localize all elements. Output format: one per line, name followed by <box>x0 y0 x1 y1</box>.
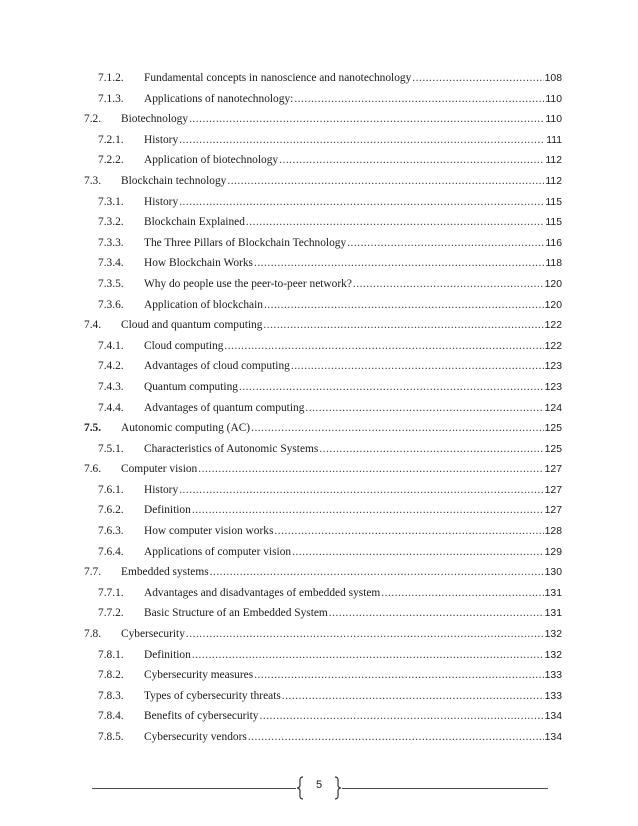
toc-entry[interactable] <box>84 72 562 93</box>
toc-dot-leader <box>179 484 543 496</box>
toc-entry-page: 127 <box>544 484 562 496</box>
toc-entry[interactable] <box>84 319 562 340</box>
toc-entry-number: 7.4. <box>84 319 102 332</box>
toc-entry-number: 7.6.1. <box>98 483 124 496</box>
toc-entry-page: 122 <box>544 340 562 352</box>
toc-entry-number: 7.8. <box>84 628 102 641</box>
toc-entry-title: Autonomic computing (AC) <box>121 422 251 435</box>
toc-entry[interactable] <box>84 381 562 402</box>
toc-entry[interactable] <box>84 154 562 175</box>
toc-entry-page: 125 <box>544 423 562 435</box>
toc-entry[interactable] <box>84 504 562 525</box>
toc-entry-page: 111 <box>546 134 562 146</box>
right-brace-icon <box>334 776 342 800</box>
toc-entry-page: 116 <box>545 237 562 249</box>
toc-entry[interactable] <box>84 402 562 423</box>
toc-entry-title: Types of cybersecurity threats <box>144 689 281 702</box>
toc-dot-leader <box>319 443 543 455</box>
toc-entry-title: Applications of nanotechnology: <box>144 92 294 105</box>
toc-entry-title: How computer vision works <box>144 525 274 538</box>
toc-entry-title: Application of blockchain <box>144 298 263 311</box>
toc-entry-number: 7.2. <box>84 113 102 126</box>
toc-entry-number: 7.6.4. <box>98 545 124 558</box>
toc-dot-leader <box>329 607 544 619</box>
page-footer <box>0 770 638 806</box>
toc-entry[interactable] <box>84 710 562 731</box>
toc-entry-page: 132 <box>544 649 562 661</box>
toc-entry-title: Definition <box>144 504 191 517</box>
toc-entry-number: 7.4.2. <box>98 360 124 373</box>
toc-entry-page: 110 <box>545 114 562 126</box>
toc-entry-page: 123 <box>544 381 562 393</box>
toc-entry-number: 7.8.2. <box>98 669 124 682</box>
toc-entry[interactable] <box>84 628 562 649</box>
toc-entry[interactable] <box>84 443 562 464</box>
toc-entry-page: 129 <box>544 546 562 558</box>
footer-rule-right <box>342 788 548 789</box>
toc-entry-title: Cybersecurity measures <box>144 669 254 682</box>
toc-entry-page: 110 <box>545 93 562 105</box>
toc-entry-number: 7.3.4. <box>98 257 124 270</box>
toc-entry-page: 112 <box>545 175 562 187</box>
toc-dot-leader <box>227 175 544 187</box>
toc-dot-leader <box>254 669 544 681</box>
toc-entry-page: 134 <box>544 732 562 743</box>
toc-dot-leader <box>179 134 545 146</box>
toc-dot-leader <box>189 113 544 125</box>
toc-entry-page: 131 <box>544 608 562 620</box>
toc-entry-title: Cloud computing <box>144 339 224 352</box>
toc-entry-title: Characteristics of Autonomic Systems <box>144 442 319 455</box>
toc-entry[interactable] <box>84 422 562 443</box>
toc-entry-page: 133 <box>544 690 562 702</box>
toc-entry-page: 112 <box>545 155 562 167</box>
left-brace-icon <box>296 776 304 800</box>
toc-entry-title: Blockchain technology <box>121 174 227 187</box>
toc-entry[interactable] <box>84 360 562 381</box>
toc-entry-number: 7.5.1. <box>98 442 124 455</box>
toc-dot-leader <box>294 93 544 105</box>
toc-entry-title: Applications of computer vision <box>144 545 292 558</box>
toc-entry-number: 7.8.5. <box>98 731 124 743</box>
toc-entry-title: How Blockchain Works <box>144 257 253 270</box>
toc-dot-leader <box>292 546 544 558</box>
toc-entry-title: Blockchain Explained <box>144 216 245 229</box>
toc-entry-title: Cybersecurity vendors <box>144 731 247 743</box>
toc-entry[interactable] <box>84 649 562 670</box>
toc-entry-number: 7.1.3. <box>98 92 124 105</box>
toc-entry[interactable] <box>84 690 562 711</box>
toc-entry[interactable] <box>84 566 562 587</box>
toc-entry[interactable] <box>84 546 562 567</box>
toc-entry-number: 7.8.3. <box>98 689 124 702</box>
toc-entry-number: 7.3.3. <box>98 236 124 249</box>
toc-dot-leader <box>279 154 544 166</box>
toc-dot-leader <box>248 731 544 743</box>
toc-dot-leader <box>186 628 544 640</box>
toc-entry-page: 120 <box>544 278 562 290</box>
toc-entry-number: 7.6.2. <box>98 504 124 517</box>
toc-entry-title: Why do people use the peer-to-peer network? <box>144 277 352 290</box>
toc-entry[interactable] <box>84 175 562 196</box>
toc-entry-page: 115 <box>545 196 562 208</box>
toc-entry-number: 7.2.2. <box>98 154 124 167</box>
toc-entry-number: 7.3. <box>84 174 102 187</box>
toc-entry-title: History <box>144 483 179 496</box>
toc-entry-title: Biotechnology <box>121 113 189 126</box>
toc-entry[interactable] <box>84 484 562 505</box>
page-number: 5 <box>315 779 323 791</box>
toc-dot-leader <box>291 360 544 372</box>
toc-entry-page: 127 <box>544 464 562 476</box>
toc-entry-number: 7.3.6. <box>98 298 124 311</box>
toc-dot-leader <box>198 463 543 475</box>
toc-entry-title: Computer vision <box>121 463 198 476</box>
toc-entry-page: 108 <box>544 73 562 84</box>
toc-entry-number: 7.6.3. <box>98 525 124 538</box>
toc-dot-leader <box>305 402 543 414</box>
toc-entry-number: 7.8.4. <box>98 710 124 723</box>
toc-entry[interactable] <box>84 257 562 278</box>
toc-entry-page: 125 <box>544 443 562 455</box>
toc-entry-title: Cybersecurity <box>121 628 185 641</box>
toc-entry[interactable] <box>84 237 562 258</box>
toc-entry-number: 7.1.2. <box>98 72 124 84</box>
toc-entry-page: 127 <box>544 505 562 517</box>
toc-entry[interactable] <box>84 216 562 237</box>
toc-entry-title: Basic Structure of an Embedded System <box>144 607 328 620</box>
toc-entry-page: 123 <box>544 361 562 373</box>
toc-entry-page: 133 <box>544 670 562 682</box>
toc-dot-leader <box>412 72 543 84</box>
toc-entry[interactable] <box>84 278 562 299</box>
toc-entry-page: 130 <box>544 567 562 579</box>
toc-entry[interactable] <box>84 731 562 752</box>
toc-entry-page: 118 <box>545 258 562 270</box>
toc-entry[interactable] <box>84 134 562 155</box>
toc-entry-title: Definition <box>144 648 191 661</box>
toc-entry-title: Advantages of quantum computing <box>144 401 305 414</box>
toc-dot-leader <box>224 340 543 352</box>
toc-entry[interactable] <box>84 587 562 608</box>
toc-dot-leader <box>274 525 543 537</box>
toc-dot-leader <box>347 237 544 249</box>
toc-entry-number: 7.2.1. <box>98 133 124 146</box>
toc-entry-number: 7.3.2. <box>98 216 124 229</box>
toc-dot-leader <box>263 319 543 331</box>
toc-dot-leader <box>282 690 544 702</box>
toc-entry-page: 122 <box>544 320 562 332</box>
toc-dot-leader <box>239 381 544 393</box>
toc-entry-title: Benefits of cybersecurity <box>144 710 259 723</box>
toc-entry-title: Quantum computing <box>144 380 238 393</box>
toc-dot-leader <box>179 196 544 208</box>
toc-entry[interactable] <box>84 525 562 546</box>
toc-entry-number: 7.6. <box>84 463 102 476</box>
toc-entry-title: History <box>144 133 179 146</box>
footer-rule-left <box>92 788 296 789</box>
toc-entry-number: 7.4.3. <box>98 380 124 393</box>
toc-entry-number: 7.7.1. <box>98 586 124 599</box>
toc-entry-title: Application of biotechnology <box>144 154 279 167</box>
toc-entry-number: 7.7. <box>84 566 102 579</box>
toc-entry-title: History <box>144 195 179 208</box>
toc-entry-page: 128 <box>544 526 562 538</box>
toc-dot-leader <box>192 504 544 516</box>
toc-dot-leader <box>251 422 544 434</box>
toc-entry[interactable] <box>84 340 562 361</box>
toc-entry[interactable] <box>84 196 562 217</box>
toc-entry-title: Advantages of cloud computing <box>144 360 290 373</box>
toc-entry[interactable] <box>84 93 562 114</box>
table-of-contents <box>84 72 562 752</box>
toc-entry[interactable] <box>84 463 562 484</box>
toc-dot-leader <box>381 587 543 599</box>
toc-entry-number: 7.5. <box>84 422 102 435</box>
toc-entry-title: Advantages and disadvantages of embedded system <box>144 586 381 599</box>
toc-entry-page: 124 <box>544 402 562 414</box>
toc-entry-page: 115 <box>545 217 562 229</box>
toc-entry-page: 131 <box>544 587 562 599</box>
toc-entry-title: Cloud and quantum computing <box>121 319 263 332</box>
toc-dot-leader <box>246 216 545 228</box>
toc-dot-leader <box>264 299 544 311</box>
toc-dot-leader <box>260 710 544 722</box>
toc-entry[interactable] <box>84 669 562 690</box>
toc-entry-number: 7.4.1. <box>98 339 124 352</box>
toc-entry-page: 132 <box>544 629 562 641</box>
toc-dot-leader <box>192 649 544 661</box>
toc-entry-title: The Three Pillars of Blockchain Technology <box>144 236 347 249</box>
toc-entry-number: 7.3.1. <box>98 195 124 208</box>
toc-entry[interactable] <box>84 299 562 320</box>
toc-entry[interactable] <box>84 113 562 134</box>
toc-entry-number: 7.8.1. <box>98 648 124 661</box>
toc-entry-number: 7.4.4. <box>98 401 124 414</box>
toc-dot-leader <box>210 566 544 578</box>
toc-entry-title: Embedded systems <box>121 566 209 579</box>
toc-dot-leader <box>353 278 544 290</box>
toc-dot-leader <box>254 257 544 269</box>
toc-entry-number: 7.7.2. <box>98 607 124 620</box>
toc-entry-page: 134 <box>544 711 562 723</box>
toc-entry-title: Fundamental concepts in nanoscience and nanotechnology <box>144 72 412 84</box>
toc-entry-number: 7.3.5. <box>98 277 124 290</box>
toc-entry[interactable] <box>84 607 562 628</box>
toc-entry-page: 120 <box>544 299 562 311</box>
